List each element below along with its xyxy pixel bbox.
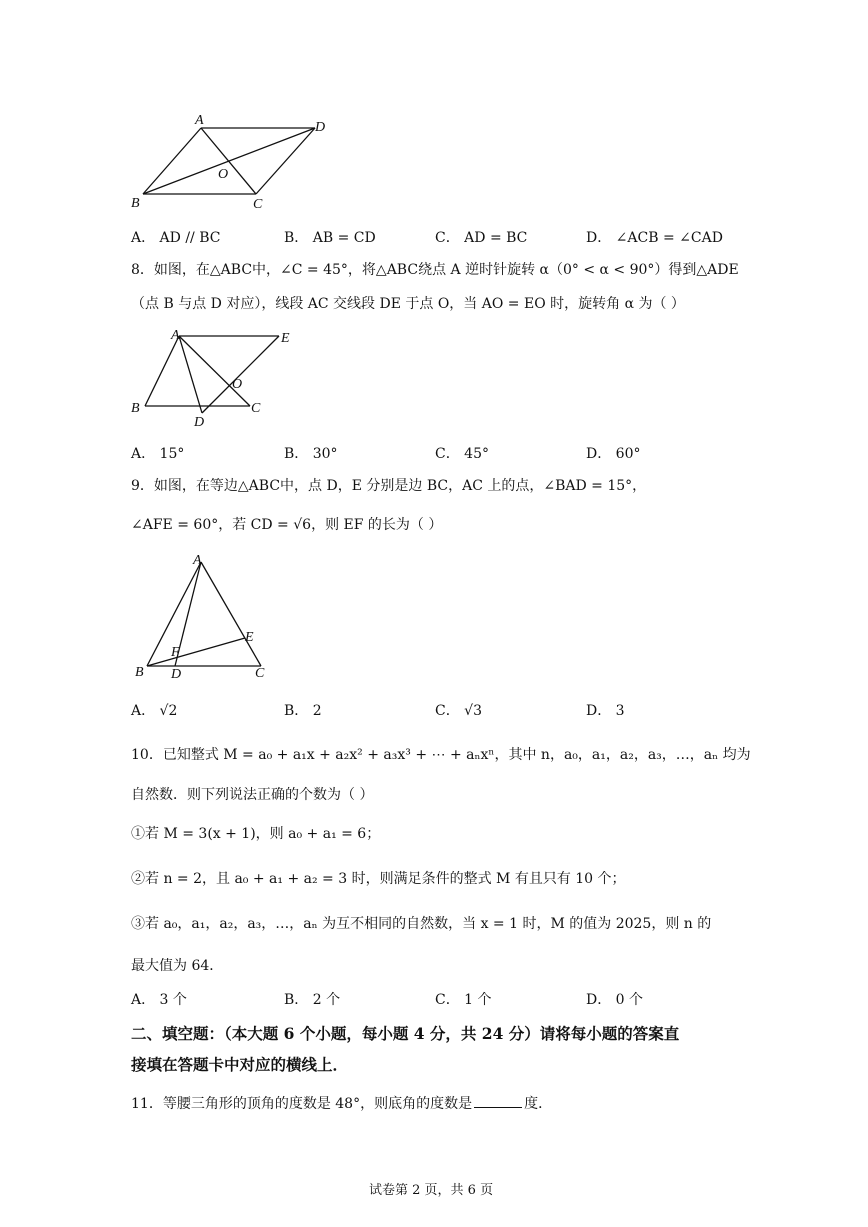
label-c: C	[253, 197, 263, 212]
rotation-figure	[125, 322, 305, 430]
label-b: B	[135, 665, 144, 680]
answer-blank[interactable]	[474, 1093, 522, 1108]
q9-option-b[interactable]: B． 2	[284, 703, 322, 719]
q11-stem	[131, 1093, 552, 1114]
q9-option-d[interactable]: D． 3	[586, 703, 625, 719]
label-o: O	[232, 377, 243, 392]
q7-option-d[interactable]: D． ∠ACB = ∠CAD	[586, 230, 723, 246]
q8-option-c[interactable]: C． 45°	[435, 446, 489, 462]
label-f: F	[171, 645, 180, 660]
page-footer: 试卷第 2 页，共 6 页	[369, 1183, 494, 1198]
q8-option-d[interactable]: D． 60°	[586, 446, 641, 462]
q8-option-b[interactable]: B． 30°	[284, 446, 338, 462]
label-a: A	[171, 328, 180, 343]
q8-stem-line1: 8．如图，在△ABC中，∠C = 45°，将△ABC绕点 A 逆时针旋转 α（0° < α < 90°）得到△ADE	[131, 262, 739, 278]
q7-option-c[interactable]: C． AD = BC	[435, 230, 528, 246]
q7-option-a[interactable]: A． AD // BC	[131, 230, 221, 246]
q10-option-d[interactable]: D． 0 个	[586, 992, 644, 1008]
q9-option-a[interactable]: A． √2	[131, 703, 178, 719]
q9-stem-line2: ∠AFE = 60°，若 CD = √6，则 EF 的长为（ ）	[131, 517, 443, 533]
q11-unit: 度．	[524, 1096, 553, 1112]
q9-option-c[interactable]: C． √3	[435, 703, 482, 719]
label-c: C	[251, 401, 261, 416]
q10-option-a[interactable]: A． 3 个	[131, 992, 187, 1008]
label-b: B	[131, 401, 140, 416]
q10-stem-line1: 10．已知整式 M = a₀ + a₁x + a₂x² + a₃x³ + ⋯ + aₙxⁿ，其中 n，a₀，a₁，a₂，a₃，…，aₙ 均为	[131, 747, 751, 763]
section-heading-line1: 二、填空题：（本大题 6 个小题，每小题 4 分，共 24 分）请将每小题的答案直	[131, 1024, 680, 1043]
parallelogram-figure	[125, 108, 345, 213]
q10-statement-3a: ③若 a₀，a₁，a₂，a₃，…，aₙ 为互不相同的自然数，当 x = 1 时，M 的值为 2025，则 n 的	[131, 916, 712, 932]
q9-stem-line1: 9．如图，在等边△ABC中，点 D，E 分别是边 BC，AC 上的点，∠BAD = 15°，	[131, 478, 647, 494]
section-heading-line2: 接填在答题卡中对应的横线上．	[131, 1055, 349, 1074]
label-e: E	[281, 331, 290, 346]
q8-stem-line2: （点 B 与点 D 对应），线段 AC 交线段 DE 于点 O，当 AO = EO 时，旋转角 α 为（ ）	[131, 296, 685, 312]
label-d: D	[171, 667, 182, 682]
label-d: D	[194, 415, 205, 430]
label-o: O	[218, 167, 229, 182]
q8-option-a[interactable]: A． 15°	[131, 446, 185, 462]
label-c: C	[255, 666, 265, 681]
q10-stem-line2: 自然数．则下列说法正确的个数为（ ）	[131, 787, 374, 803]
q10-statement-2: ②若 n = 2，且 a₀ + a₁ + a₂ = 3 时，则满足条件的整式 M 有且只有 10 个；	[131, 871, 626, 887]
label-a: A	[195, 113, 204, 128]
q10-statement-1: ①若 M = 3(x + 1)，则 a₀ + a₁ = 6；	[131, 826, 381, 842]
equilateral-triangle-figure	[125, 548, 275, 683]
q10-statement-3b: 最大值为 64．	[131, 958, 224, 974]
label-b: B	[131, 196, 140, 211]
q10-option-b[interactable]: B． 2 个	[284, 992, 341, 1008]
q10-option-c[interactable]: C． 1 个	[435, 992, 492, 1008]
label-d: D	[315, 120, 326, 135]
q11-text: 11．等腰三角形的顶角的度数是 48°，则底角的度数是	[131, 1096, 473, 1112]
label-a: A	[193, 553, 202, 568]
q7-option-b[interactable]: B． AB = CD	[284, 230, 376, 246]
label-e: E	[245, 630, 254, 645]
